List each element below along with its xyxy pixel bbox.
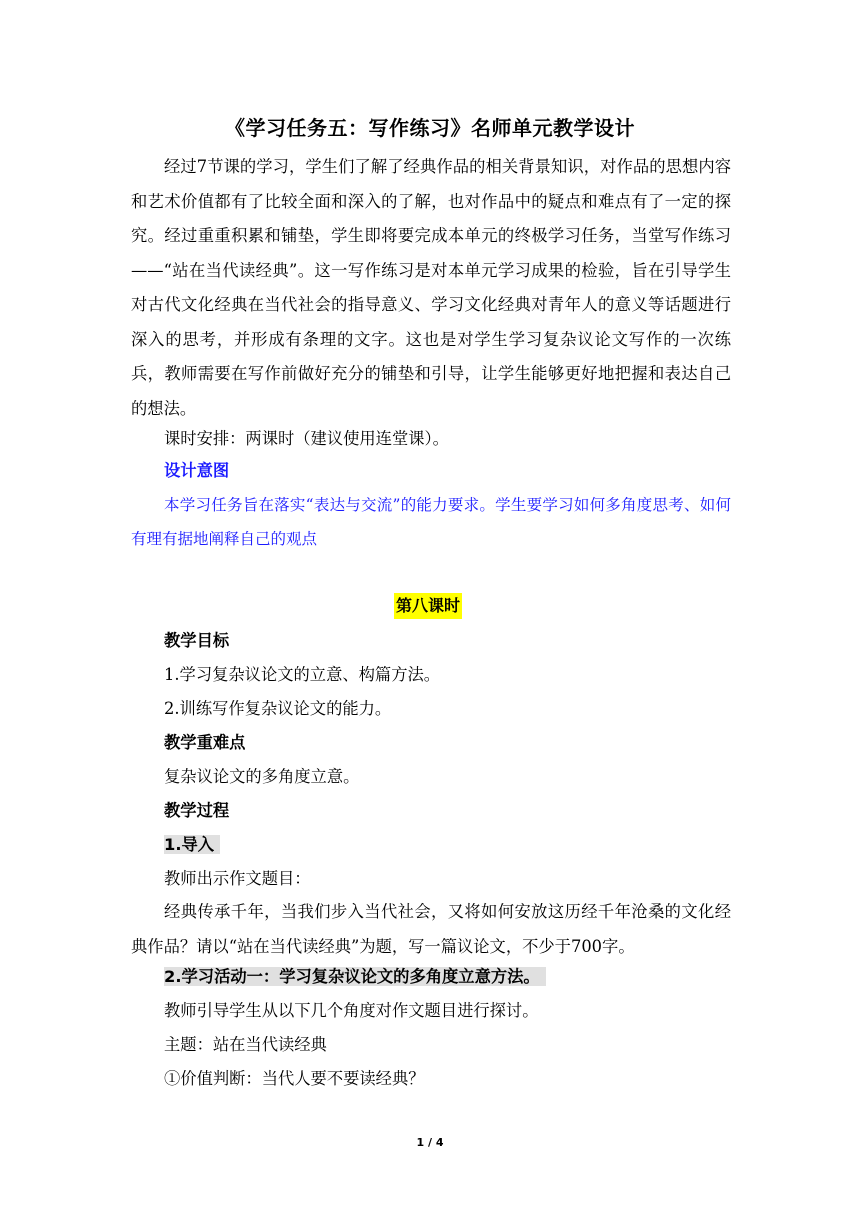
step-1-heading xyxy=(164,830,734,860)
design-intent-heading: 设计意图 xyxy=(164,461,230,480)
step-2-heading xyxy=(164,962,734,992)
intro-paragraph: 经过7节课的学习，学生们了解了经典作品的相关背景知识，对作品的思想内容和艺术价值都有了比较全面和深入的了解，也对作品中的疑点和难点有了一定的探究。经过重重积累和铺垫，学生即将要完成本单元的终极学习任务，当堂写作练习——“站在当代读经典”。这一写作练习是对本单元学习成果的检验，旨在引导学生对古代文化经典在当代社会的指导意义、学习文化经典对青年人的意义等话题进行深入的思考，并形成有条理的文字。这也是对学生学习复杂议论文写作的一次练兵，教师需要在写作前做好充分的铺垫和引导，让学生能够更好地把握和表达自己的想法。 xyxy=(131,157,731,418)
goal-2: 2.训练写作复杂议论文的能力。 xyxy=(164,699,392,718)
step-2-heading-text: 2.学习活动一：学习复杂议论文的多角度立意方法。 xyxy=(164,967,546,986)
design-intent-text: 本学习任务旨在落实“表达与交流”的能力要求。学生要学习如何多角度思考、如何有理有据地阐释自己的观点 xyxy=(131,496,731,548)
teaching-goals-heading: 教学目标 xyxy=(164,631,230,650)
schedule-line: 课时安排：两课时（建议使用连堂课）。 xyxy=(164,429,449,448)
theme-line: 主题：站在当代读经典 xyxy=(164,1035,327,1054)
intro-block xyxy=(131,150,731,426)
page-number: 1 / 4 xyxy=(416,1136,444,1149)
key-difficulty-text: 复杂议论文的多角度立意。 xyxy=(164,767,360,786)
value-judgment-line: ①价值判断：当代人要不要读经典？ xyxy=(164,1069,425,1088)
key-difficulty-heading: 教学重难点 xyxy=(164,733,246,752)
step-1-heading-text: 1.导入 xyxy=(164,835,220,854)
goal-1: 1.学习复杂议论文的立意、构篇方法。 xyxy=(164,665,441,684)
essay-prompt: 经典传承千年，当我们步入当代社会，又将如何安放这历经千年沧桑的文化经典作品？请以“站在当代读经典”为题，写一篇议论文，不少于700字。 xyxy=(131,902,731,956)
step-1-text: 教师出示作文题目： xyxy=(164,869,311,888)
essay-prompt-block xyxy=(131,895,731,964)
process-heading: 教学过程 xyxy=(164,801,230,820)
step-2-text: 教师引导学生从以下几个角度对作文题目进行探讨。 xyxy=(164,1001,539,1020)
document-title: 《学习任务五：写作练习》名师单元教学设计 xyxy=(225,116,635,140)
lesson-label: 第八课时 xyxy=(394,593,462,619)
